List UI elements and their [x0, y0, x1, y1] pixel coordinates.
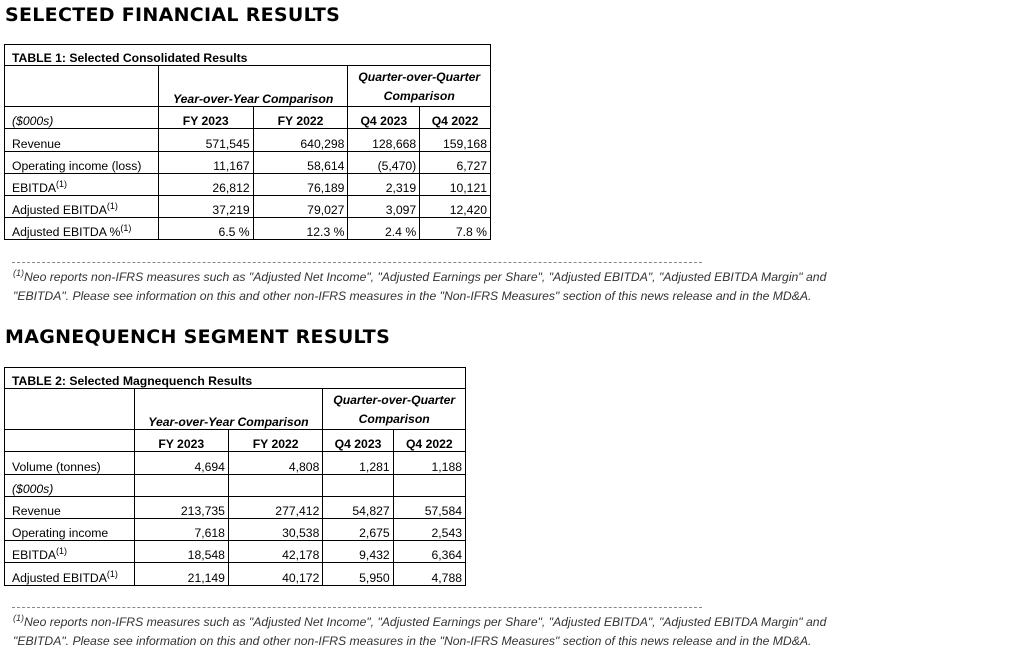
cell-value: 4,788: [393, 563, 465, 585]
footnote-marker: (1): [13, 613, 24, 623]
table2-column-header-row: [5, 430, 466, 452]
table1-qoq-header: Quarter-over-Quarter Comparison: [348, 66, 491, 107]
table2-title-row: [5, 367, 466, 389]
row-label: Adjusted EBITDA$^{(1)}$: [5, 195, 159, 217]
cell-value: 40,172: [228, 563, 322, 585]
table2-qoq-header: Quarter-over-Quarter Comparison: [323, 389, 466, 430]
cell-value: 6,364: [393, 541, 465, 563]
cell-value: 5,950: [323, 563, 393, 585]
table1-col-fy2023: FY 2023: [158, 107, 253, 129]
cell-value: 277,412: [228, 496, 322, 518]
cell-empty: [393, 474, 465, 496]
table2-col-q42023: Q4 2023: [323, 430, 393, 452]
table-row: [5, 151, 491, 173]
table-row: [5, 452, 466, 474]
table1-col-q42023: Q4 2023: [348, 107, 420, 129]
table1-unit-label: ($000s): [5, 107, 159, 129]
row-label: Operating income: [5, 518, 135, 540]
cell-value: 54,827: [323, 496, 393, 518]
cell-value: 2,319: [348, 173, 420, 195]
table2-empty-cell: [5, 430, 135, 452]
cell-value: 9,432: [323, 541, 393, 563]
table-row: [5, 218, 491, 240]
table-row: [5, 195, 491, 217]
table1-title-row: [5, 44, 491, 66]
cell-value: 26,812: [158, 173, 253, 195]
footnote-divider: [12, 607, 702, 608]
row-label: EBITDA$^{(1)}$: [5, 541, 135, 563]
table-row: [5, 496, 466, 518]
table2-col-q42022: Q4 2022: [393, 430, 465, 452]
footnote-text-line2: "EBITDA". Please see information on this and other non-IFRS measures in the "Non-IFRS Measures" section of this news release and in the MD&A.: [13, 289, 812, 303]
cell-value: 1,281: [323, 452, 393, 474]
row-label: Adjusted EBITDA$^{(1)}$: [5, 563, 135, 585]
footnote-marker: (1): [13, 268, 24, 278]
table2-title: TABLE 2: Selected Magnequench Results: [5, 367, 466, 389]
cell-value: 7,618: [134, 518, 228, 540]
cell-value: 12.3 %: [253, 218, 348, 240]
cell-empty: [228, 474, 322, 496]
footnote-text-line2: "EBITDA". Please see information on this and other non-IFRS measures in the "Non-IFRS Measures" section of this news release and in the MD&A.: [13, 634, 812, 648]
cell-value: 640,298: [253, 129, 348, 151]
table1-col-q42022: Q4 2022: [420, 107, 491, 129]
cell-value: 18,548: [134, 541, 228, 563]
cell-value: 30,538: [228, 518, 322, 540]
row-label: Operating income (loss): [5, 151, 159, 173]
section-heading-magnequench: MAGNEQUENCH SEGMENT RESULTS: [5, 326, 391, 348]
section-heading-financial-results: SELECTED FINANCIAL RESULTS: [5, 4, 341, 26]
cell-value: 10,121: [420, 173, 491, 195]
cell-value: 58,614: [253, 151, 348, 173]
table-row: [5, 173, 491, 195]
cell-empty: [323, 474, 393, 496]
table1-yoy-header: Year-over-Year Comparison: [158, 66, 348, 107]
cell-value: 2,675: [323, 518, 393, 540]
table2-yoy-header: Year-over-Year Comparison: [134, 389, 323, 430]
table2-col-fy2022: FY 2022: [228, 430, 322, 452]
footnote-2: [13, 613, 1023, 651]
row-label: Volume (tonnes): [5, 452, 135, 474]
table2-unit-label: ($000s): [5, 474, 135, 496]
cell-value: 1,188: [393, 452, 465, 474]
table-magnequench-results: [4, 367, 466, 586]
table2-group-header-row: [5, 389, 466, 430]
row-label: Adjusted EBITDA %$^{(1)}$: [5, 218, 159, 240]
cell-value: 11,167: [158, 151, 253, 173]
table1-group-header-row: [5, 66, 491, 107]
row-label: Revenue: [5, 129, 159, 151]
footnote-text-line1: Neo reports non-IFRS measures such as "Adjusted Net Income", "Adjusted Earnings per Share", "Adjusted EBITDA", "Adjusted EBITDA Margin" and: [24, 615, 827, 629]
footnote-text-line1: Neo reports non-IFRS measures such as "Adjusted Net Income", "Adjusted Earnings per Share", "Adjusted EBITDA", "Adjusted EBITDA Margin" and: [24, 270, 827, 284]
table-row: [5, 541, 466, 563]
table-row: [5, 518, 466, 540]
cell-value: 57,584: [393, 496, 465, 518]
table-consolidated-results: [4, 44, 491, 240]
cell-value: 2,543: [393, 518, 465, 540]
cell-value: 6,727: [420, 151, 491, 173]
table1-title: TABLE 1: Selected Consolidated Results: [5, 44, 491, 66]
table-row: [5, 563, 466, 585]
cell-value: 42,178: [228, 541, 322, 563]
cell-value: 571,545: [158, 129, 253, 151]
cell-value: 79,027: [253, 195, 348, 217]
cell-value: 4,808: [228, 452, 322, 474]
cell-value: 128,668: [348, 129, 420, 151]
table2-col-fy2023: FY 2023: [134, 430, 228, 452]
cell-value: 37,219: [158, 195, 253, 217]
cell-value: 4,694: [134, 452, 228, 474]
cell-value: 159,168: [420, 129, 491, 151]
cell-value: 6.5 %: [158, 218, 253, 240]
footnote-1: [13, 268, 1023, 306]
cell-value: 7.8 %: [420, 218, 491, 240]
table-row: [5, 474, 466, 496]
table-row: [5, 129, 491, 151]
cell-empty: [134, 474, 228, 496]
cell-value: 12,420: [420, 195, 491, 217]
table1-column-header-row: [5, 107, 491, 129]
table1-empty-cell: [5, 66, 159, 107]
row-label: EBITDA$^{(1)}$: [5, 173, 159, 195]
footnote-divider: [12, 262, 702, 263]
cell-value: 21,149: [134, 563, 228, 585]
row-label: Revenue: [5, 496, 135, 518]
table1-col-fy2022: FY 2022: [253, 107, 348, 129]
table2-empty-cell: [5, 389, 135, 430]
cell-value: 3,097: [348, 195, 420, 217]
cell-value: 213,735: [134, 496, 228, 518]
cell-value: 76,189: [253, 173, 348, 195]
cell-value: 2.4 %: [348, 218, 420, 240]
cell-value: (5,470): [348, 151, 420, 173]
